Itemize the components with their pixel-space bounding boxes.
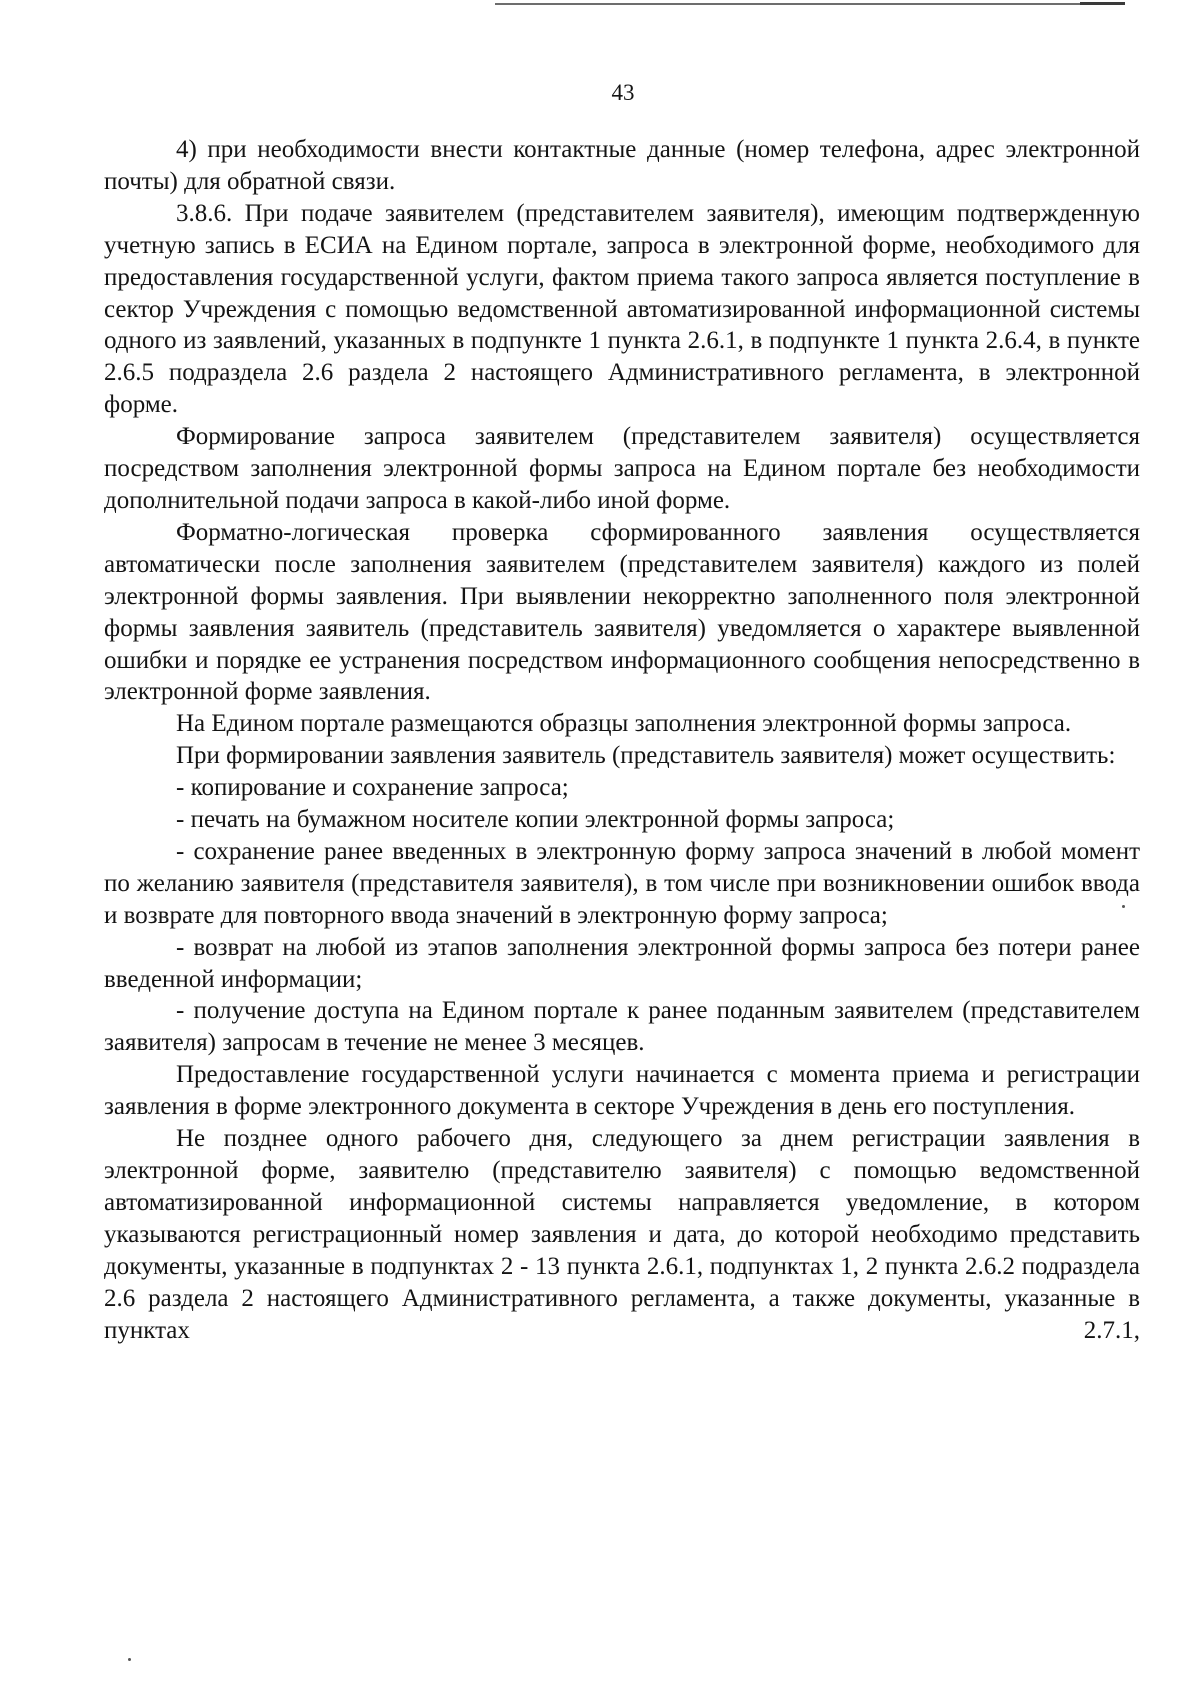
paragraph: Формирование запроса заявителем (представителем заявителя) осуществляется посредством заполнения электронной формы запроса на Едином портале без необходимости дополнительной подачи запроса в какой-либо иной форме. <box>104 423 1140 514</box>
paragraph: 3.8.6. При подаче заявителем (представителем заявителя), имеющим подтвержденную учетную запись в ЕСИА на Едином портале, запроса в электронной форме, необходимого для предоставления государственной услуги, фактом приема такого запроса является поступление в сектор Учреждения с помощью ведомственной автоматизированной информационной системы одного из заявлений, указанных в подпункте 1 пункта 2.6.1, в подпункте 1 пункта 2.6.4, в пункте 2.6.5 подраздела 2.6 раздела 2 настоящего Административного регламента, в электронной форме. <box>104 199 1140 419</box>
paragraph: 4) при необходимости внести контактные данные (номер телефона, адрес электронной почты) для обратной связи. <box>104 136 1140 195</box>
paragraph: Не позднее одного рабочего дня, следующего за днем регистрации заявления в электронной форме, заявителю (представителю заявителя) с помощью ведомственной автоматизированной информационной системы направляется уведомление, в котором указываются регистрационный номер заявления и дата, до которой необходимо представить документы, указанные в подпунктах 2 - 13 пункта 2.6.1, подпунктах 1, 2 пункта 2.6.2 подраздела 2.6 раздела 2 настоящего Административного регламента, а также документы, указанные в пунктах 2.7.1, <box>104 1125 1140 1344</box>
scan-speck <box>1122 905 1125 908</box>
paragraph: На Едином портале размещаются образцы заполнения электронной формы запроса. <box>176 710 1072 738</box>
scan-border-mark <box>1080 2 1125 5</box>
list-item: - копирование и сохранение запроса; <box>176 774 569 802</box>
document-body <box>104 134 1140 1346</box>
list-item: - сохранение ранее введенных в электронную форму запроса значений в любой момент по желанию заявителя (представителя заявителя), в том числе при возникновении ошибок ввода и возврате для повторного ввода значений в электронную форму запроса; <box>104 837 1140 929</box>
list-item: - возврат на любой из этапов заполнения электронной формы запроса без потери ранее введенной информации; <box>104 933 1140 993</box>
paragraph: Предоставление государственной услуги начинается с момента приема и регистрации заявления в форме электронного документа в секторе Учреждения в день его поступления. <box>104 1061 1140 1121</box>
paragraph: При формировании заявления заявитель (представитель заявителя) может осуществить: <box>176 742 1116 770</box>
list-item: - печать на бумажном носителе копии электронной формы запроса; <box>176 806 895 834</box>
paragraph: Форматно-логическая проверка сформированного заявления осуществляется автоматически после заполнения заявителем (представителем заявителя) каждого из полей электронной формы заявления. При выявлении некорректно заполненного поля электронной формы заявления заявитель (представитель заявителя) уведомляется о характере выявленной ошибки и порядке ее устранения посредством информационного сообщения непосредственно в электронной форме заявления. <box>104 518 1140 706</box>
scan-border-line <box>495 3 1125 5</box>
page-number: 43 <box>611 80 635 105</box>
list-item: - получение доступа на Едином портале к ранее поданным заявителем (представителем заявителя) запросам в течение не менее 3 месяцев. <box>104 997 1140 1057</box>
scan-speck <box>128 1658 131 1661</box>
